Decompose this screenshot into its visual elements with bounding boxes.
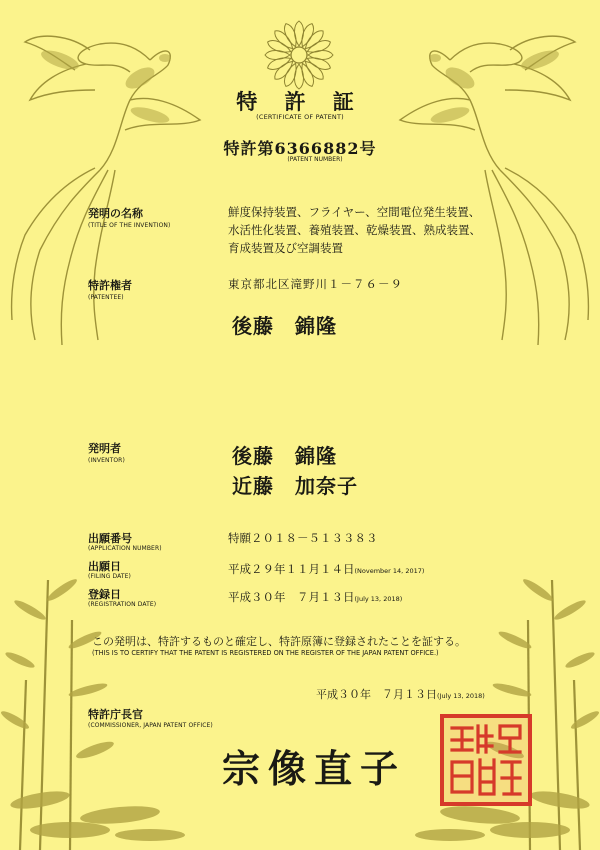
- commissioner-signature: 宗像直子: [222, 746, 407, 791]
- invention-line-1: 鮮度保持装置、フライヤー、空間電位発生装置、: [228, 205, 481, 219]
- registration-label: 登録日: [88, 588, 121, 601]
- patentee-address: 東京都北区滝野川１－７６－９: [228, 277, 403, 291]
- invention-line-3: 育成装置及び空調装置: [228, 241, 343, 255]
- issue-date-en: (July 13, 2018): [437, 692, 485, 700]
- certification-text: この発明は、特許するものと確定し、特許原簿に登録されたことを証する。: [92, 635, 466, 648]
- application-label-en: (APPLICATION NUMBER): [88, 545, 162, 552]
- application-label: 出願番号: [88, 532, 132, 545]
- certification-text-en: (THIS IS TO CERTIFY THAT THE PATENT IS REGISTERED ON THE REGISTER OF THE JAPAN PATENT OFFICE.): [92, 649, 439, 657]
- patentee-label: 特許権者: [88, 279, 132, 292]
- registration-date-en: (July 13, 2018): [354, 595, 403, 603]
- inventor-label-en: (INVENTOR): [88, 457, 125, 464]
- right-phoenix-ornament: [390, 20, 600, 350]
- patentee-label-en: (PATENTEE): [88, 294, 124, 301]
- patentee-name: 後藤 錦隆: [232, 314, 337, 338]
- filing-label-en: (FILING DATE): [88, 573, 131, 580]
- official-seal-stamp: [438, 712, 534, 808]
- registration-label-en: (REGISTRATION DATE): [88, 601, 157, 608]
- inventor-name-1: 後藤 錦隆: [232, 444, 337, 468]
- commissioner-label: 特許庁長官: [88, 708, 143, 721]
- patent-number: 特許第6366882号: [223, 139, 377, 158]
- filing-label: 出願日: [88, 560, 121, 573]
- registration-date-row: [228, 586, 402, 605]
- patent-number-en: (PATENT NUMBER): [287, 156, 343, 163]
- inventor-name-2: 近藤 加奈子: [232, 474, 358, 498]
- registration-date: 平成３０年 ７月１３日: [228, 590, 355, 604]
- issue-date: 平成３０年 ７月１３日: [316, 688, 437, 701]
- filing-date-row: [228, 558, 424, 577]
- inventor-label: 発明者: [88, 442, 121, 455]
- invention-label: 発明の名称: [88, 207, 143, 220]
- invention-line-2: 水活性化装置、養殖装置、乾燥装置、熟成装置、: [228, 223, 481, 237]
- filing-date: 平成２９年１１月１４日: [228, 562, 355, 576]
- certificate-title: 特 許 証: [236, 89, 364, 114]
- application-number: 特願２０１８－５１３３８３: [228, 531, 378, 545]
- commissioner-label-en: (COMMISSIONER, JAPAN PATENT OFFICE): [88, 722, 213, 729]
- chrysanthemum-crest-icon: [262, 18, 336, 92]
- issue-date-row: [316, 686, 485, 702]
- invention-label-en: (TITLE OF THE INVENTION): [88, 222, 171, 229]
- certificate-title-en: (CERTIFICATE OF PATENT): [256, 113, 344, 121]
- filing-date-en: (November 14, 2017): [354, 567, 425, 575]
